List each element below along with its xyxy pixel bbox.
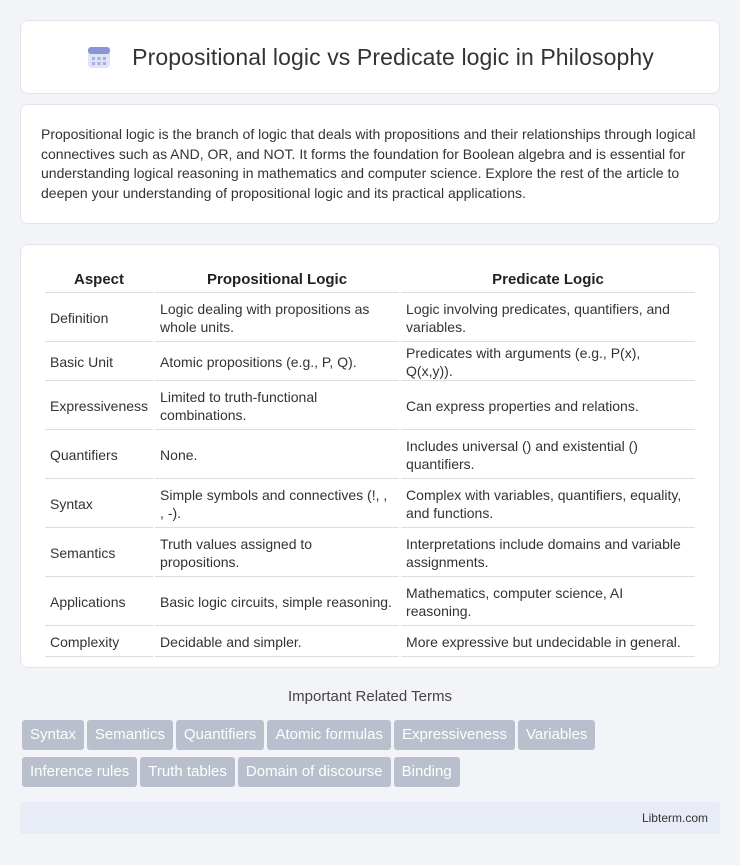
tag-binding[interactable]: Binding xyxy=(394,757,460,787)
table-row xyxy=(45,295,695,342)
table-row xyxy=(45,344,695,381)
table-cell: Can express properties and relations. xyxy=(401,383,695,430)
table-cell: Complexity xyxy=(45,628,153,657)
column-header-propositional: Propositional Logic xyxy=(155,267,399,293)
table-row xyxy=(45,530,695,577)
tag-quantifiers[interactable]: Quantifiers xyxy=(176,720,265,750)
tag-domain-of-discourse[interactable]: Domain of discourse xyxy=(238,757,391,787)
page-title: Propositional logic vs Predicate logic in Philosophy xyxy=(132,43,654,70)
footer-site-link[interactable]: Libterm.com xyxy=(641,811,708,825)
table-row xyxy=(45,579,695,626)
intro-card xyxy=(20,104,720,224)
table-cell: Decidable and simpler. xyxy=(155,628,399,657)
table-cell: Applications xyxy=(45,579,153,626)
table-cell: Semantics xyxy=(45,530,153,577)
tag-syntax[interactable]: Syntax xyxy=(22,720,84,750)
comparison-table xyxy=(43,265,697,659)
tag-expressiveness[interactable]: Expressiveness xyxy=(394,720,515,750)
table-cell: Simple symbols and connectives (!, , , -). xyxy=(155,481,399,528)
table-cell: Definition xyxy=(45,295,153,342)
table-cell: Atomic propositions (e.g., P, Q). xyxy=(155,344,399,381)
table-cell: Basic logic circuits, simple reasoning. xyxy=(155,579,399,626)
tag-variables[interactable]: Variables xyxy=(518,720,595,750)
table-cell: Quantifiers xyxy=(45,432,153,479)
tag-atomic-formulas[interactable]: Atomic formulas xyxy=(267,720,391,750)
related-terms-title: Important Related Terms xyxy=(288,688,452,705)
table-cell: Logic dealing with propositions as whole units. xyxy=(155,295,399,342)
related-terms-tags xyxy=(22,720,722,794)
column-header-aspect: Aspect xyxy=(45,267,153,293)
table-cell: Syntax xyxy=(45,481,153,528)
table-header-row xyxy=(45,267,695,293)
header-card xyxy=(20,20,720,94)
table-cell: Predicates with arguments (e.g., P(x), Q(x,y)). xyxy=(401,344,695,381)
footer xyxy=(20,802,720,834)
tag-semantics[interactable]: Semantics xyxy=(87,720,173,750)
table-cell: More expressive but undecidable in general. xyxy=(401,628,695,657)
table-row xyxy=(45,432,695,479)
table-cell: Truth values assigned to propositions. xyxy=(155,530,399,577)
tag-inference-rules[interactable]: Inference rules xyxy=(22,757,137,787)
table-cell: Basic Unit xyxy=(45,344,153,381)
column-header-predicate: Predicate Logic xyxy=(401,267,695,293)
table-row xyxy=(45,481,695,528)
table-cell: Includes universal () and existential () quantifiers. xyxy=(401,432,695,479)
table-row xyxy=(45,628,695,657)
table-row xyxy=(45,383,695,430)
table-cell: Limited to truth-functional combinations. xyxy=(155,383,399,430)
table-cell: Mathematics, computer science, AI reasoning. xyxy=(401,579,695,626)
table-cell: Expressiveness xyxy=(45,383,153,430)
calendar-icon xyxy=(86,44,112,70)
table-cell: None. xyxy=(155,432,399,479)
tag-truth-tables[interactable]: Truth tables xyxy=(140,757,235,787)
table-cell: Interpretations include domains and variable assignments. xyxy=(401,530,695,577)
table-cell: Logic involving predicates, quantifiers, and variables. xyxy=(401,295,695,342)
table-cell: Complex with variables, quantifiers, equality, and functions. xyxy=(401,481,695,528)
intro-text: Propositional logic is the branch of logic that deals with propositions and their relationships through logical connectives such as AND, OR, and NOT. It forms the foundation for Boolean algebra and is essential for understanding logical reasoning in mathematics and computer science. Explore the rest of the article to deepen your understanding of propositional logic and its practical applications. xyxy=(41,126,696,201)
comparison-card xyxy=(20,244,720,668)
